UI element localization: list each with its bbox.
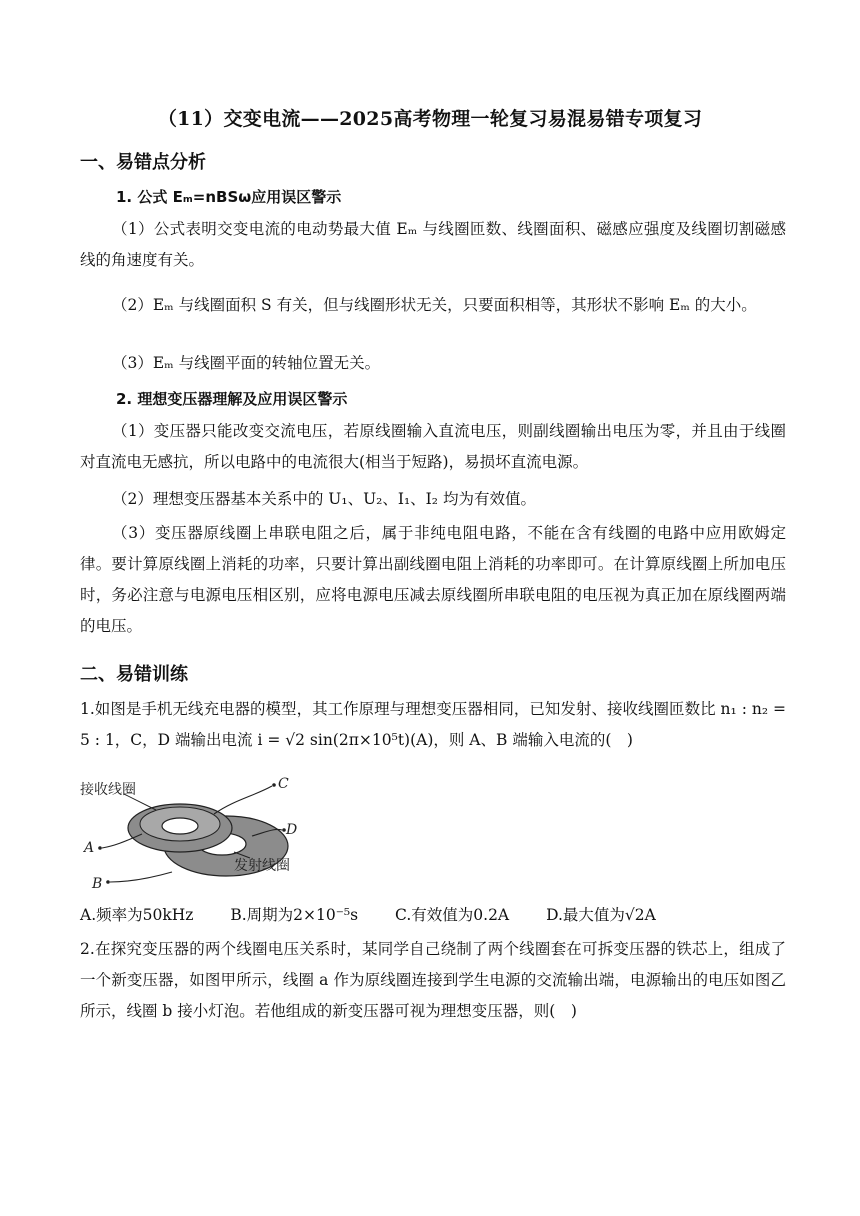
terminal-c-label: C — [278, 776, 289, 792]
paragraph: （2）理想变压器基本关系中的 U₁、U₂、I₁、I₂ 均为有效值。 — [112, 490, 536, 508]
paragraph: （1）变压器只能改变交流电压，若原线圈输入直流电压，则副线圈输出电压为零，并且由于线圈对直流电无感抗，所以电路中的电流很大(相当于短路)，易损坏直流电源。 — [80, 422, 786, 471]
paragraph: （1）公式表明交变电流的电动势最大值 Eₘ 与线圈匝数、线圈面积、磁感应强度及线圈切割磁感线的角速度有关。 — [80, 220, 786, 269]
terminal-b-label: B — [92, 876, 103, 892]
wire-b — [110, 872, 172, 882]
terminal-d-label: D — [286, 822, 298, 838]
page-title: （11）交变电流——2025高考物理一轮复习易混易错专项复习 — [157, 108, 703, 130]
receive-coil-shape — [128, 804, 232, 852]
subsection-heading-emf-formula: 1. 公式 Eₘ=nBSω应用误区警示 — [116, 188, 342, 206]
paragraph: （3）Eₘ 与线圈平面的转轴位置无关。 — [112, 354, 381, 372]
question-2-text: 2.在探究变压器的两个线圈电压关系时，某同学自己绕制了两个线圈套在可拆变压器的铁芯上，组成了一个新变压器，如图甲所示，线圈 a 作为原线圈连接到学生电源的交流输出端，电源输出的电压如图乙所示，线圈 b 接小灯泡。若他组成的新变压器可视为理想变压器，则( ) — [80, 940, 786, 1020]
option-c[interactable]: C.有效值为0.2A — [395, 906, 510, 924]
option-d[interactable]: D.最大值为√2A — [546, 906, 656, 924]
paragraph: （2）Eₘ 与线圈面积 S 有关，但与线圈形状无关，只要面积相等，其形状不影响 Eₘ 的大小。 — [112, 296, 757, 314]
coil-diagram — [74, 770, 324, 894]
section-heading-training: 二、易错训练 — [80, 664, 188, 685]
section-heading-analysis: 一、易错点分析 — [80, 152, 206, 173]
paragraph: （3）变压器原线圈上串联电阻之后，属于非纯电阻电路，不能在含有线圈的电路中应用欧姆定律。要计算原线圈上消耗的功率，只要计算出副线圈电阻上消耗的功率即可。在计算原线圈上所加电压时，务必注意与电源电压相区别，应将电源电压减去原线圈所串联电阻的电压视为真正加在原线圈两端的电压。 — [80, 524, 786, 635]
option-a[interactable]: A.频率为50kHz — [80, 906, 194, 924]
receive-coil-label: 接收线圈 — [80, 782, 136, 798]
wireless-charger-figure — [74, 770, 324, 894]
question-1-text: 1.如图是手机无线充电器的模型，其工作原理与理想变压器相同，已知发射、接收线圈匝数比 n₁ : n₂ = 5 : 1，C，D 端输出电流 i = √2 sin(2π×10⁵t)(A)，则 A、B 端输入电流的( ) — [80, 700, 786, 749]
terminal-a-label: A — [84, 840, 95, 856]
question-1-options — [80, 902, 786, 928]
option-b[interactable]: B.周期为2×10⁻⁵s — [230, 906, 359, 924]
subsection-heading-ideal-transformer: 2. 理想变压器理解及应用误区警示 — [116, 390, 348, 408]
transmit-coil-label: 发射线圈 — [234, 858, 290, 874]
wire-c — [214, 786, 272, 814]
